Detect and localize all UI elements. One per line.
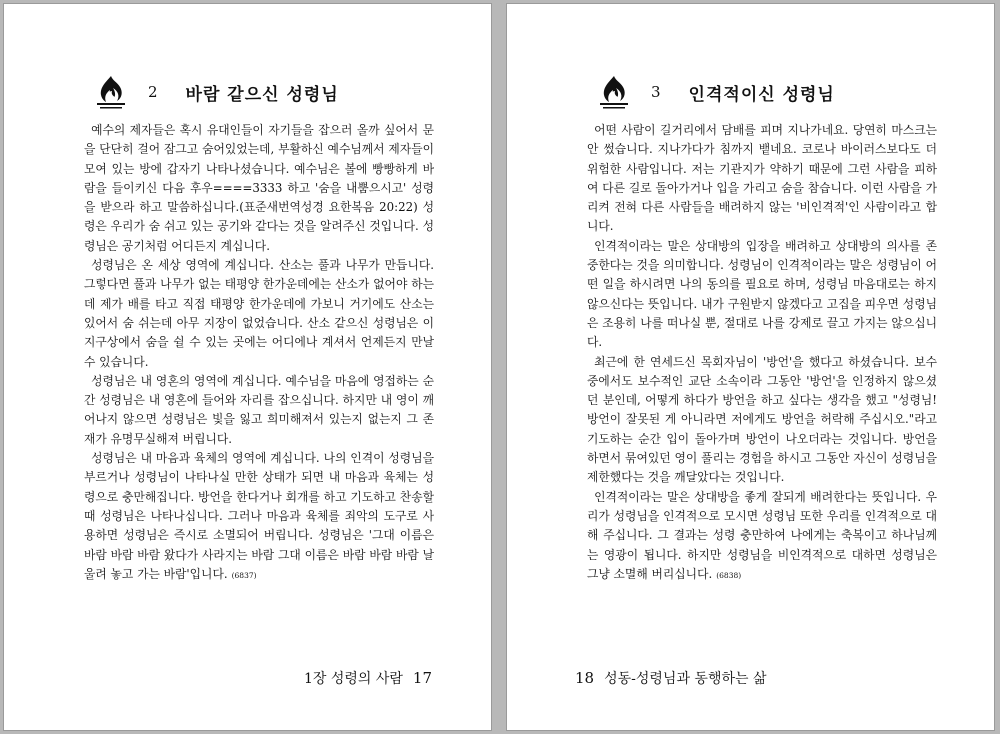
page-number: 18 <box>575 669 595 687</box>
paragraph-last <box>587 488 937 585</box>
page-body <box>587 121 937 585</box>
right-page <box>506 3 995 731</box>
footer-chapter-label: 성동-성령님과 동행하는 삶 <box>604 671 767 687</box>
paragraph: 성령님은 온 세상 영역에 계십니다. 산소는 풀과 나무가 만듭니다. 그렇다면 풀과 나무가 없는 태평양 한가운데에는 산소가 없어야 하는데 제가 배를 타고 직접 태평양 한가운데에 가보니 거기에도 산소는 있어서 숨 쉬는데 아무 지장이 없었습니다. 산소 같으신 성령님은 이 지구상에서 숨을 쉴 수 있는 곳에는 어디에나 계셔서 언제든지 만날 수 있습니다. <box>84 258 434 369</box>
chapter-number: 3 <box>651 83 661 101</box>
chapter-header <box>597 74 835 110</box>
page-body <box>84 121 434 585</box>
page-footer <box>575 668 767 688</box>
chapter-title: 바람 같으신 성령님 <box>185 84 339 105</box>
paragraph: 성령님은 내 영혼의 영역에 계십니다. 예수님을 마음에 영접하는 순간 성령님은 내 영혼에 들어와 자리를 잡으십니다. 하지만 내 영이 깨어나지 않으면 성령님은 빛을 잃고 희미해져서 있는지 없는지 그 존재가 유명무실해져 버립니다. <box>84 373 434 446</box>
flame-dove-icon <box>94 74 128 110</box>
paragraph-last <box>84 449 434 585</box>
left-page <box>3 3 492 731</box>
paragraph: 인격적이라는 말은 상대방의 입장을 배려하고 상대방의 의사를 존중한다는 것을 의미합니다. 성령님이 인격적이라는 말은 성령님이 어떤 일을 하시려면 나의 동의를 필요로 하며, 성령님 마음대로는 하지 않으신다는 뜻입니다. 내가 구원받지 않겠다고 고집을 피우면 성령님은 조용히 나를 떠나실 뿐, 절대로 나를 강제로 끌고 가지는 않으십니다. <box>587 238 937 350</box>
page-number: 17 <box>412 669 432 687</box>
end-code: (6838) <box>716 570 742 580</box>
chapter-title: 인격적이신 성령님 <box>688 84 835 105</box>
paragraph: 예수의 제자들은 혹시 유대인들이 자기들을 잡으러 올까 싶어서 문을 단단히 걸어 잠그고 숨어있었는데, 부활하신 예수님께서 제자들이 모여 있는 방에 갑자기 나타나셨습니다. 예수님은 볼에 빵빵하게 바람을 들이키신 다음 후우====3333 하고 '숨을 내뿜으시고' 성령을 받으라 하고 말씀하십니다.(표준새번역성경 요한복음 20:22) 성령은 우리가 숨 쉬고 있는 공기와 같다는 것을 알려주신 것입니다. 성령님은 공기처럼 어디든지 계십니다. <box>84 123 434 253</box>
chapter-number: 2 <box>148 83 158 101</box>
paragraph-text: 성령님은 내 마음과 육체의 영역에 계십니다. 나의 인격이 성령님을 부르거나 성령님이 나타나실 만한 상태가 되면 내 마음과 육체는 성령으로 충만해집니다. 방언을 한다거나 회개를 하고 기도하고 찬송할 때 성령님은 나타나십니다. 그러나 마음과 육체를 죄악의 도구로 사용하면 성령님은 즉시로 소멸되어 버립니다. 성령님은 '그대 이름은 바람 바람 바람 왔다가 사라지는 바람 그대 이름은 바람 바람 바람 날 울려 놓고 가는 바람'입니다. <box>84 451 434 581</box>
page-footer <box>304 668 432 688</box>
end-code: (6837) <box>231 570 257 580</box>
footer-chapter-label: 1장 성령의 사람 <box>303 671 403 687</box>
flame-dove-icon <box>597 74 631 110</box>
paragraph: 최근에 한 연세드신 목회자님이 '방언'을 했다고 하셨습니다. 보수 중에서도 보수적인 교단 소속이라 그동안 '방언'을 인정하지 않으셨던 분인데, 어떻게 하다가 방언을 하고 싶다는 생각을 했고 "성령님! 방언이 잘못된 게 아니라면 저에게도 방언을 허락해 주십시오."라고 기도하는 순간 입이 돌아가며 방언이 나오더라는 것입니다. 방언을 하면서 묶여있던 영이 풀리는 경험을 하시고 그동안 자신이 성령님을 제한했다는 것을 깨달았다는 것입니다. <box>587 354 937 485</box>
paragraph-text: 인격적이라는 말은 상대방을 좋게 잘되게 배려한다는 뜻입니다. 우리가 성령님을 인격적으로 모시면 성령님 또한 우리를 인격적으로 대해 주십니다. 그 결과는 성령 충만하여 나에게는 축복이고 하나님께는 영광이 됩니다. 하지만 성령님을 비인격적으로 대하면 성령님은 그냥 소멸해 버리십니다. <box>587 489 937 581</box>
paragraph: 어떤 사람이 길거리에서 담배를 피며 지나가네요. 당연히 마스크는 안 썼습니다. 지나가다가 침까지 뱉네요. 코로나 바이러스보다도 더 위험한 사람입니다. 저는 기관지가 약하기 때문에 그런 사람을 피하여 다른 길로 돌아가거나 입을 가리고 숨을 참습니다. 이런 사람을 가리켜 전혀 다른 사람들을 배려하지 않는 '비인격적'인 사람이라고 합니다. <box>587 123 937 234</box>
chapter-header <box>94 74 339 110</box>
